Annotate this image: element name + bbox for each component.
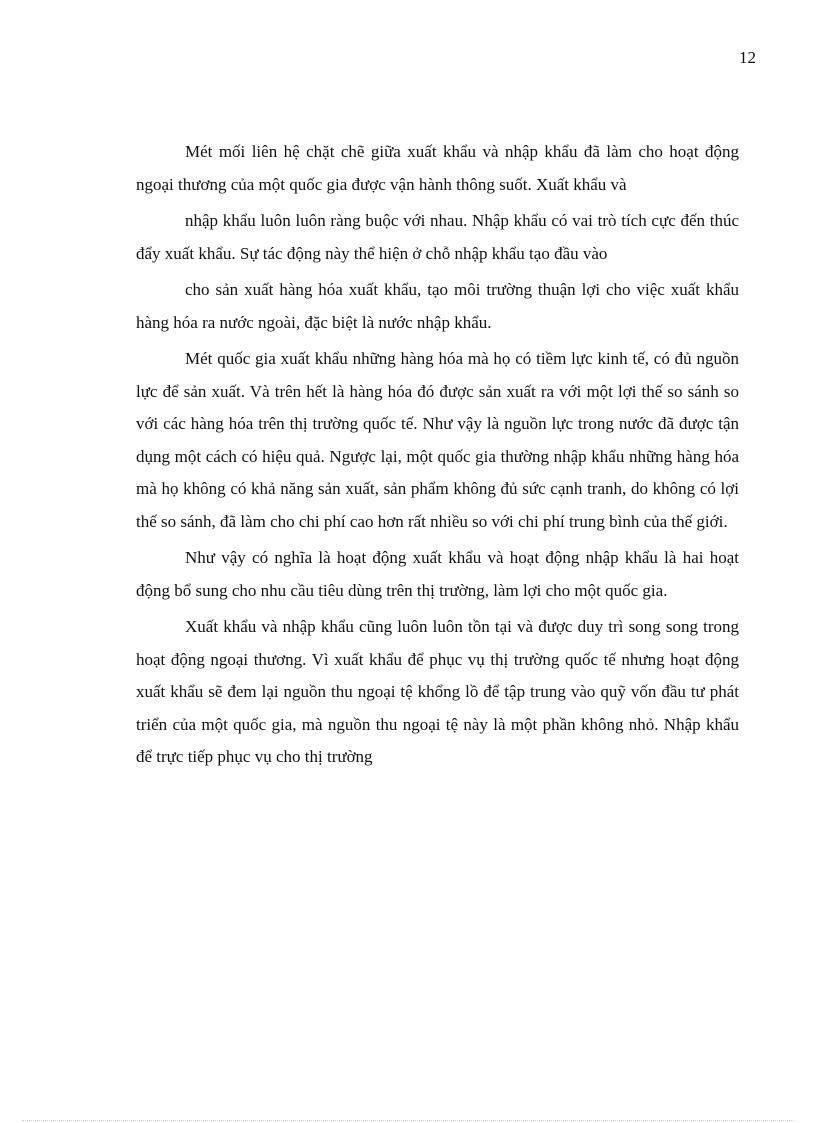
paragraph: Mét quốc gia xuất khẩu những hàng hóa mà họ có tiềm lực kinh tế, có đủ nguồn lực để sản xuất. Và trên hết là hàng hóa đó được sản xuất ra với một lợi thế so sánh so với các hàng hóa trên thị trường quốc tế. Như vậy là nguồn lực trong nước đã được tận dụng một cách có hiệu quả. Ngược lại, một quốc gia thường nhập khẩu những hàng hóa mà họ không có khả năng sản xuất, sản phẩm không đủ sức cạnh tranh, do không có lợi thế so sánh, đã làm cho chi phí cao hơn rất nhiều so với chi phí trung bình của thế giới. <box>136 349 739 531</box>
paragraph: cho sản xuất hàng hóa xuất khẩu, tạo môi trường thuận lợi cho việc xuất khẩu hàng hóa ra nước ngoài, đặc biệt là nước nhập khẩu. <box>136 280 739 332</box>
paragraph: Như vậy có nghĩa là hoạt động xuất khẩu và hoạt động nhập khẩu là hai hoạt động bổ sung cho nhu cầu tiêu dùng trên thị trường, làm lợi cho một quốc gia. <box>136 548 739 600</box>
paragraph: nhập khẩu luôn luôn ràng buộc với nhau. Nhập khẩu có vai trò tích cực đến thúc đẩy xuất khẩu. Sự tác động này thể hiện ở chỗ nhập khẩu tạo đầu vào <box>136 211 739 263</box>
paragraph: Mét mối liên hệ chặt chẽ giữa xuất khẩu và nhập khẩu đã làm cho hoạt động ngoại thương của một quốc gia được vận hành thông suốt. Xuất khẩu và <box>136 142 739 194</box>
document-body <box>136 136 739 778</box>
page-bottom-divider <box>22 1120 794 1121</box>
page-number: 12 <box>739 48 756 67</box>
paragraph: Xuất khẩu và nhập khẩu cũng luôn luôn tồn tại và được duy trì song song trong hoạt động ngoại thương. Vì xuất khẩu để phục vụ thị trường quốc tế nhưng hoạt động xuất khẩu sẽ đem lại nguồn thu ngoại tệ khổng lồ để tập trung vào quỹ vốn đầu tư phát triển của một quốc gia, mà nguồn thu ngoại tệ này là một phần không nhỏ. Nhập khẩu để trực tiếp phục vụ cho thị trường <box>136 617 739 766</box>
